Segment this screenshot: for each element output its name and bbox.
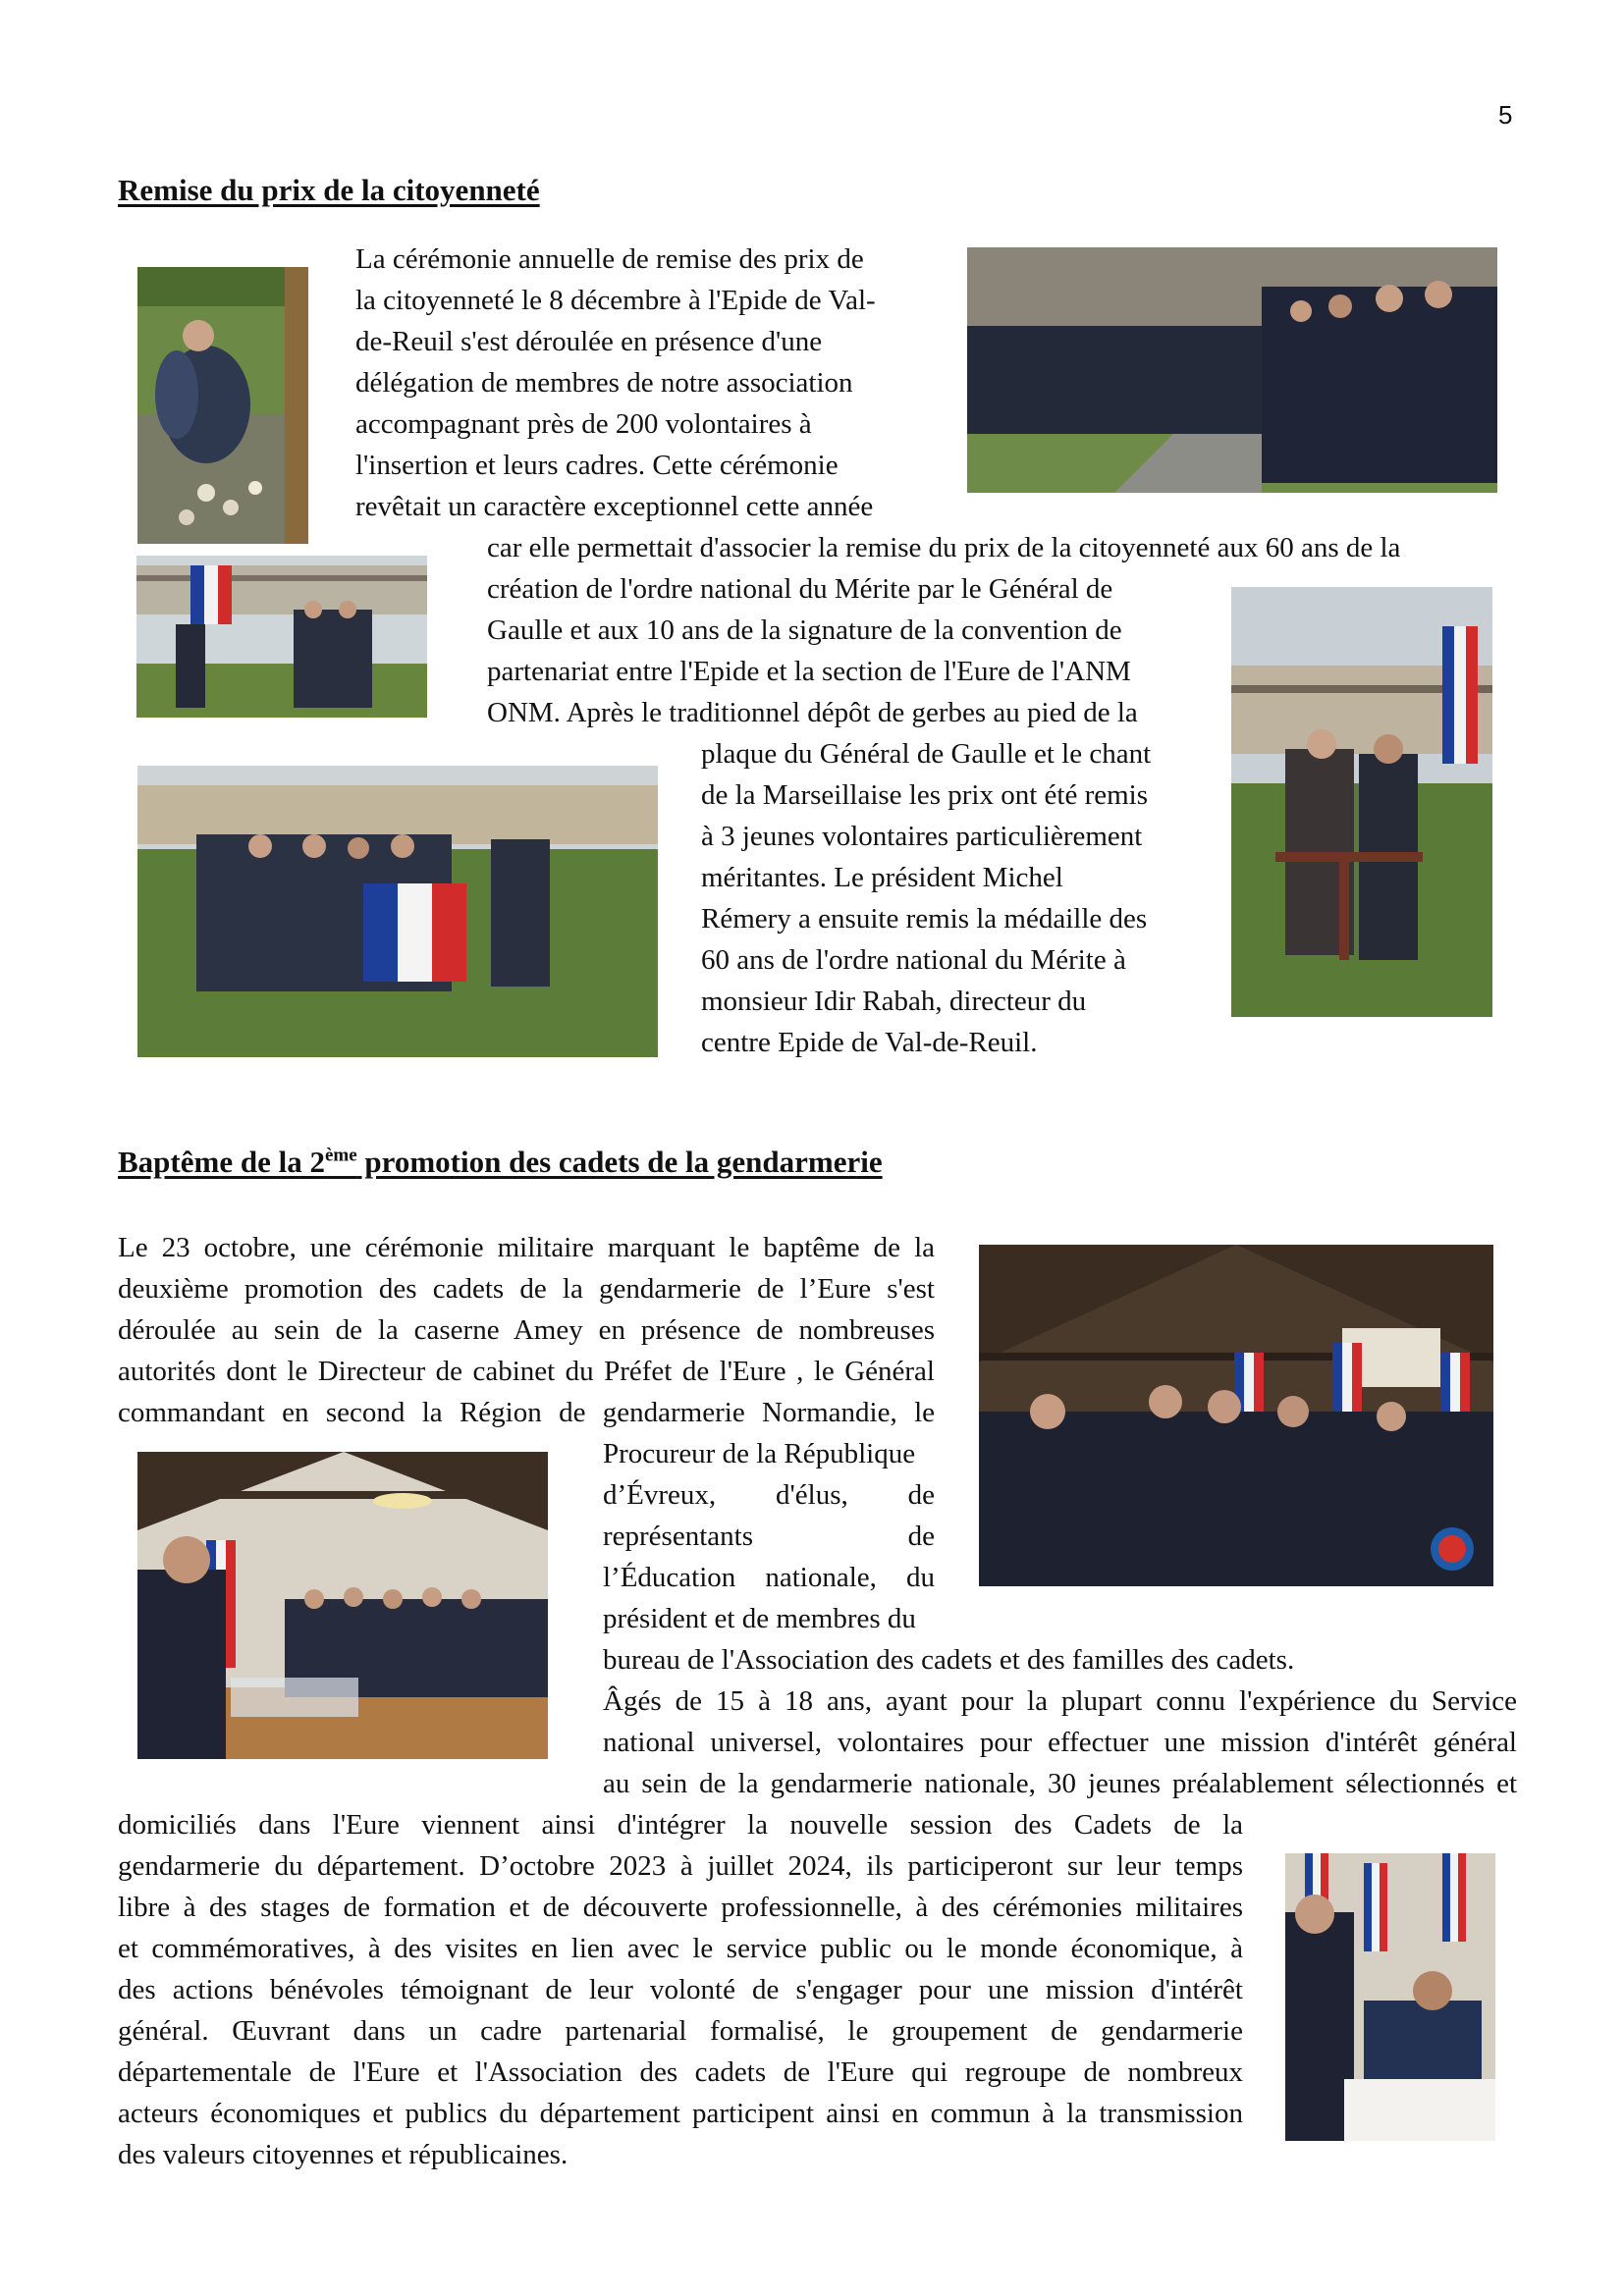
photo-commander-speech	[137, 1452, 548, 1759]
text-line: Gaulle et aux 10 ans de la signature de la convention de	[487, 614, 1122, 646]
text-line: revêtait un caractère exceptionnel cette année	[355, 491, 874, 522]
text-line: domiciliés dans l'Eure viennent ainsi d'intégrer la nouvelle session des Cadets de la	[118, 1809, 1243, 1841]
text-line: représentants de	[603, 1521, 935, 1552]
photo-medal-presentation	[1231, 587, 1492, 1017]
text-line: départementale de l'Eure et l'Association des cadets de l'Eure qui regroupe de nombreux	[118, 2056, 1243, 2088]
text-line: monsieur Idir Rabah, directeur du	[701, 986, 1087, 1017]
text-line: des actions bénévoles témoignant de leur volonté de s'engager pour une mission d'intérêt	[118, 1974, 1243, 2005]
text-line: création de l'ordre national du Mérite par le Général de	[487, 573, 1113, 605]
text-line: général. Œuvrant dans un cadre partenarial formalisé, le groupement de gendarmerie	[118, 2015, 1243, 2047]
photo-flag-bearers	[136, 556, 427, 718]
photo-officials-ceremony	[979, 1245, 1493, 1586]
text-line: la citoyenneté le 8 décembre à l'Epide de Val-	[355, 285, 876, 316]
text-line: Âgés de 15 à 18 ans, ayant pour la plupart connu l'expérience du Service	[603, 1685, 1517, 1717]
photo-volunteers-line	[967, 247, 1497, 493]
text-line: plaque du Général de Gaulle et le chant	[701, 738, 1152, 770]
text-line: gendarmerie du département. D’octobre 2023 à juillet 2024, ils participeront sur leur temps	[118, 1850, 1243, 1882]
text-line: partenariat entre l'Epide et la section de l'Eure de l'ANM	[487, 656, 1131, 687]
text-line: bureau de l'Association des cadets et des familles des cadets.	[603, 1644, 1295, 1676]
text-line: Rémery a ensuite remis la médaille des	[701, 903, 1148, 934]
text-line: des valeurs citoyennes et républicaines.	[118, 2139, 568, 2170]
text-line: La cérémonie annuelle de remise des prix de	[355, 243, 864, 275]
text-line: Le 23 octobre, une cérémonie militaire marquant le baptême de la	[118, 1232, 935, 1263]
text-line: de-Reuil s'est déroulée en présence d'une	[355, 326, 823, 357]
text-line: national universel, volontaires pour effectuer une mission d'intérêt général	[603, 1727, 1517, 1758]
text-line: d’Évreux, d'élus, de	[603, 1479, 935, 1511]
text-line: acteurs économiques et publics du département participent ainsi en commun à la transmission	[118, 2098, 1243, 2129]
text-line: Procureur de la République	[603, 1438, 916, 1469]
photo-group-with-flag	[137, 766, 658, 1057]
text-line: car elle permettait d'associer la remise du prix de la citoyenneté aux 60 ans de la	[487, 532, 1401, 563]
text-line: libre à des stages de formation et de découverte professionnelle, à des cérémonies militaires	[118, 1892, 1243, 1923]
text-line: délégation de membres de notre association	[355, 367, 853, 399]
text-line: à 3 jeunes volontaires particulièrement	[701, 821, 1143, 852]
text-line: ONM. Après le traditionnel dépôt de gerbes au pied de la	[487, 697, 1138, 728]
text-line: l'insertion et leurs cadres. Cette cérémonie	[355, 450, 839, 481]
text-line: président et de membres du	[603, 1603, 916, 1634]
text-line: méritantes. Le président Michel	[701, 862, 1063, 893]
text-line: 60 ans de l'ordre national du Mérite à	[701, 944, 1126, 976]
text-line: de la Marseillaise les prix ont été remis	[701, 779, 1148, 811]
photo-wreath-laying	[137, 267, 308, 544]
text-line: au sein de la gendarmerie nationale, 30 jeunes préalablement sélectionnés et	[603, 1768, 1517, 1799]
section-title-cadets: Baptême de la 2ème promotion des cadets de la gendarmerie	[118, 1145, 883, 1179]
text-line: accompagnant près de 200 volontaires à	[355, 408, 812, 440]
text-line: centre Epide de Val-de-Reuil.	[701, 1027, 1038, 1058]
section-title-citoyennete: Remise du prix de la citoyenneté	[118, 173, 540, 207]
text-line: commandant en second la Région de gendarmerie Normandie, le	[118, 1397, 935, 1428]
text-line: et commémoratives, à des visites en lien avec le service public ou le monde économique, à	[118, 1933, 1243, 1964]
text-line: deuxième promotion des cadets de la gendarmerie de l’Eure s'est	[118, 1273, 935, 1305]
text-line: déroulée au sein de la caserne Amey en présence de nombreuses	[118, 1314, 935, 1346]
photo-cadet-signing	[1285, 1853, 1495, 2141]
page-number: 5	[1498, 100, 1513, 130]
text-line: l’Éducation nationale, du	[603, 1562, 935, 1593]
text-line: autorités dont le Directeur de cabinet du Préfet de l'Eure , le Général	[118, 1356, 935, 1387]
